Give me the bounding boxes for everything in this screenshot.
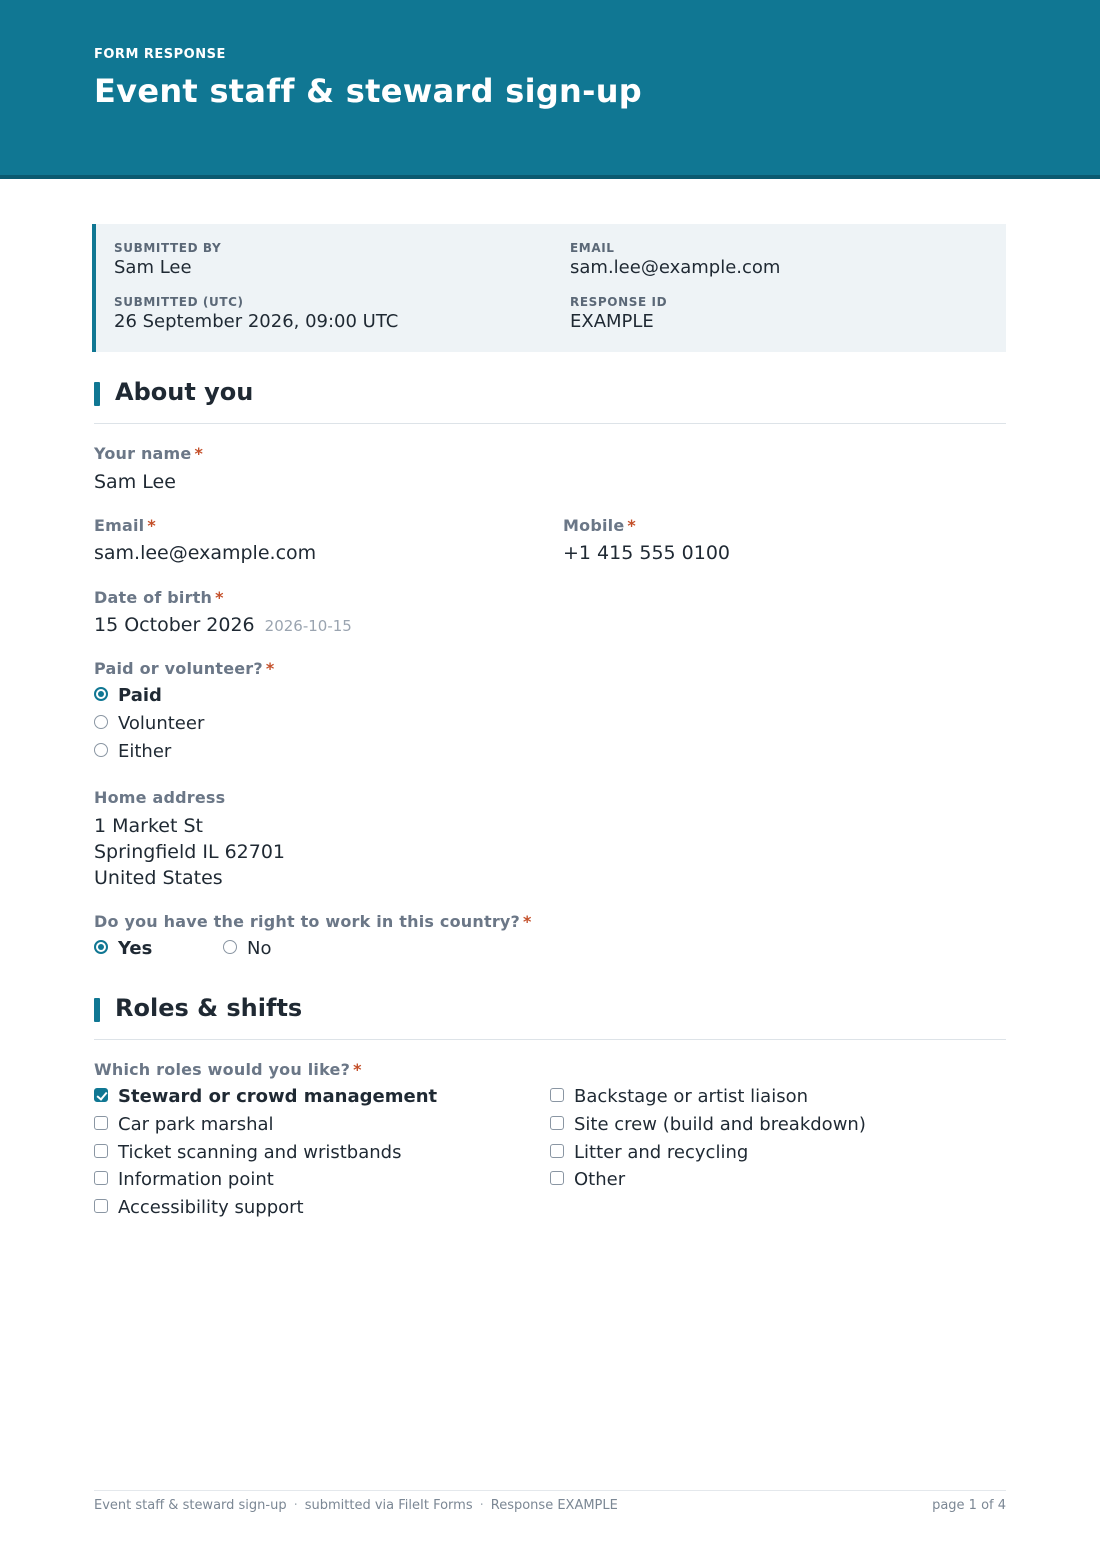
checkbox-empty-icon[interactable]	[550, 1088, 564, 1102]
checkbox-option[interactable]	[94, 1168, 274, 1192]
section-roles-shifts	[94, 996, 1006, 1040]
option-label: Yes	[118, 938, 153, 959]
checkbox-option[interactable]	[94, 1141, 401, 1165]
radio-selected-icon[interactable]	[94, 687, 108, 701]
footer-separator: ·	[293, 1498, 298, 1513]
option-label: Ticket scanning and wristbands	[118, 1141, 402, 1163]
field-value-name: Sam Lee	[94, 471, 176, 493]
checkbox-empty-icon[interactable]	[550, 1171, 564, 1185]
meta-value: Sam Lee	[114, 257, 192, 278]
label-text: Do you have the right to work in this country?	[94, 912, 521, 931]
address-line: United States	[94, 867, 223, 889]
meta-value: sam.lee@example.com	[570, 257, 781, 278]
field-label-name	[94, 444, 203, 463]
label-text: Your name	[94, 444, 192, 463]
meta-label: RESPONSE ID	[570, 295, 668, 309]
dob-iso: 2026-10-15	[264, 617, 352, 635]
address-line: Springfield IL 62701	[94, 841, 286, 863]
option-label: Litter and recycling	[574, 1141, 749, 1163]
checkbox-option[interactable]	[550, 1085, 808, 1109]
meta-submitted-utc	[114, 295, 398, 332]
section-about-you	[94, 380, 1006, 424]
checkbox-option[interactable]	[94, 1196, 304, 1220]
meta-value: 26 September 2026, 09:00 UTC	[114, 311, 399, 332]
required-marker: *	[353, 1060, 362, 1079]
section-title: About you	[115, 378, 254, 406]
radio-option[interactable]	[94, 712, 204, 736]
radio-option[interactable]	[223, 937, 271, 961]
meta-email	[570, 241, 780, 278]
option-label: No	[247, 938, 272, 959]
meta-response-id	[570, 295, 667, 332]
checkbox-option[interactable]	[550, 1113, 866, 1137]
checkbox-empty-icon[interactable]	[94, 1116, 108, 1130]
section-title: Roles & shifts	[115, 994, 303, 1022]
field-value-address	[94, 813, 285, 891]
checkbox-checked-icon[interactable]	[94, 1088, 108, 1102]
meta-label: SUBMITTED BY	[114, 241, 222, 255]
footer-page-number: page 1 of 4	[932, 1498, 1006, 1513]
required-marker: *	[627, 516, 636, 535]
footer-divider	[94, 1490, 1006, 1491]
option-label: Car park marshal	[118, 1113, 274, 1135]
option-label: Steward or crowd management	[118, 1086, 438, 1107]
radio-empty-icon[interactable]	[94, 743, 108, 757]
option-label: Backstage or artist liaison	[574, 1086, 808, 1107]
label-text: Email	[94, 516, 145, 535]
submission-meta	[92, 224, 1006, 352]
option-label: Either	[118, 741, 172, 762]
page-header	[0, 0, 1100, 179]
field-value-mobile: +1 415 555 0100	[563, 542, 731, 564]
radio-empty-icon[interactable]	[223, 940, 237, 954]
label-text: Home address	[94, 788, 226, 807]
option-label: Site crew (build and breakdown)	[574, 1113, 866, 1135]
checkbox-option[interactable]	[94, 1113, 274, 1137]
checkbox-option[interactable]	[550, 1168, 625, 1192]
section-accent-bar	[94, 382, 100, 406]
required-marker: *	[215, 588, 224, 607]
meta-label: EMAIL	[570, 241, 615, 255]
label-text: Which roles would you like?	[94, 1060, 351, 1079]
option-label: Information point	[118, 1169, 274, 1191]
field-label-email	[94, 516, 156, 535]
page-title: Event staff & steward sign-up	[94, 72, 643, 110]
field-label-address	[94, 788, 225, 807]
footer-via: submitted via FileIt Forms	[304, 1498, 473, 1513]
field-value-dob	[94, 612, 352, 639]
checkbox-option[interactable]	[550, 1141, 748, 1165]
dob-text: 15 October 2026	[94, 614, 255, 636]
footer-info	[94, 1498, 618, 1513]
meta-label: SUBMITTED (UTC)	[114, 295, 244, 309]
option-label: Accessibility support	[118, 1197, 304, 1219]
address-line: 1 Market St	[94, 815, 203, 837]
radio-empty-icon[interactable]	[94, 715, 108, 729]
label-text: Date of birth	[94, 588, 213, 607]
label-text: Mobile	[563, 516, 625, 535]
required-marker: *	[523, 912, 532, 931]
required-marker: *	[265, 659, 275, 678]
footer-separator: ·	[479, 1498, 484, 1513]
section-accent-bar	[94, 998, 100, 1022]
header-kicker: FORM RESPONSE	[94, 47, 226, 62]
checkbox-empty-icon[interactable]	[550, 1144, 564, 1158]
required-marker: *	[194, 444, 204, 463]
checkbox-empty-icon[interactable]	[94, 1199, 108, 1213]
checkbox-empty-icon[interactable]	[550, 1116, 564, 1130]
radio-option[interactable]	[94, 684, 162, 708]
label-text: Paid or volunteer?	[94, 659, 263, 678]
field-label-right-to-work	[94, 912, 532, 931]
option-label: Other	[574, 1169, 626, 1191]
radio-option[interactable]	[94, 740, 171, 764]
footer-form-name: Event staff & steward sign-up	[94, 1498, 287, 1513]
field-value-email: sam.lee@example.com	[94, 542, 317, 564]
required-marker: *	[147, 516, 156, 535]
checkbox-empty-icon[interactable]	[94, 1144, 108, 1158]
field-label-mobile	[563, 516, 636, 535]
option-label: Paid	[118, 685, 162, 706]
radio-selected-icon[interactable]	[94, 940, 108, 954]
option-label: Volunteer	[118, 713, 205, 734]
field-label-roles	[94, 1060, 362, 1079]
footer-response: Response EXAMPLE	[490, 1498, 618, 1513]
meta-submitted-by	[114, 241, 221, 278]
field-label-paid	[94, 659, 274, 678]
meta-value: EXAMPLE	[570, 311, 654, 332]
checkbox-option[interactable]	[94, 1085, 437, 1109]
field-label-dob	[94, 588, 224, 607]
checkbox-empty-icon[interactable]	[94, 1171, 108, 1185]
radio-option[interactable]	[94, 937, 152, 961]
